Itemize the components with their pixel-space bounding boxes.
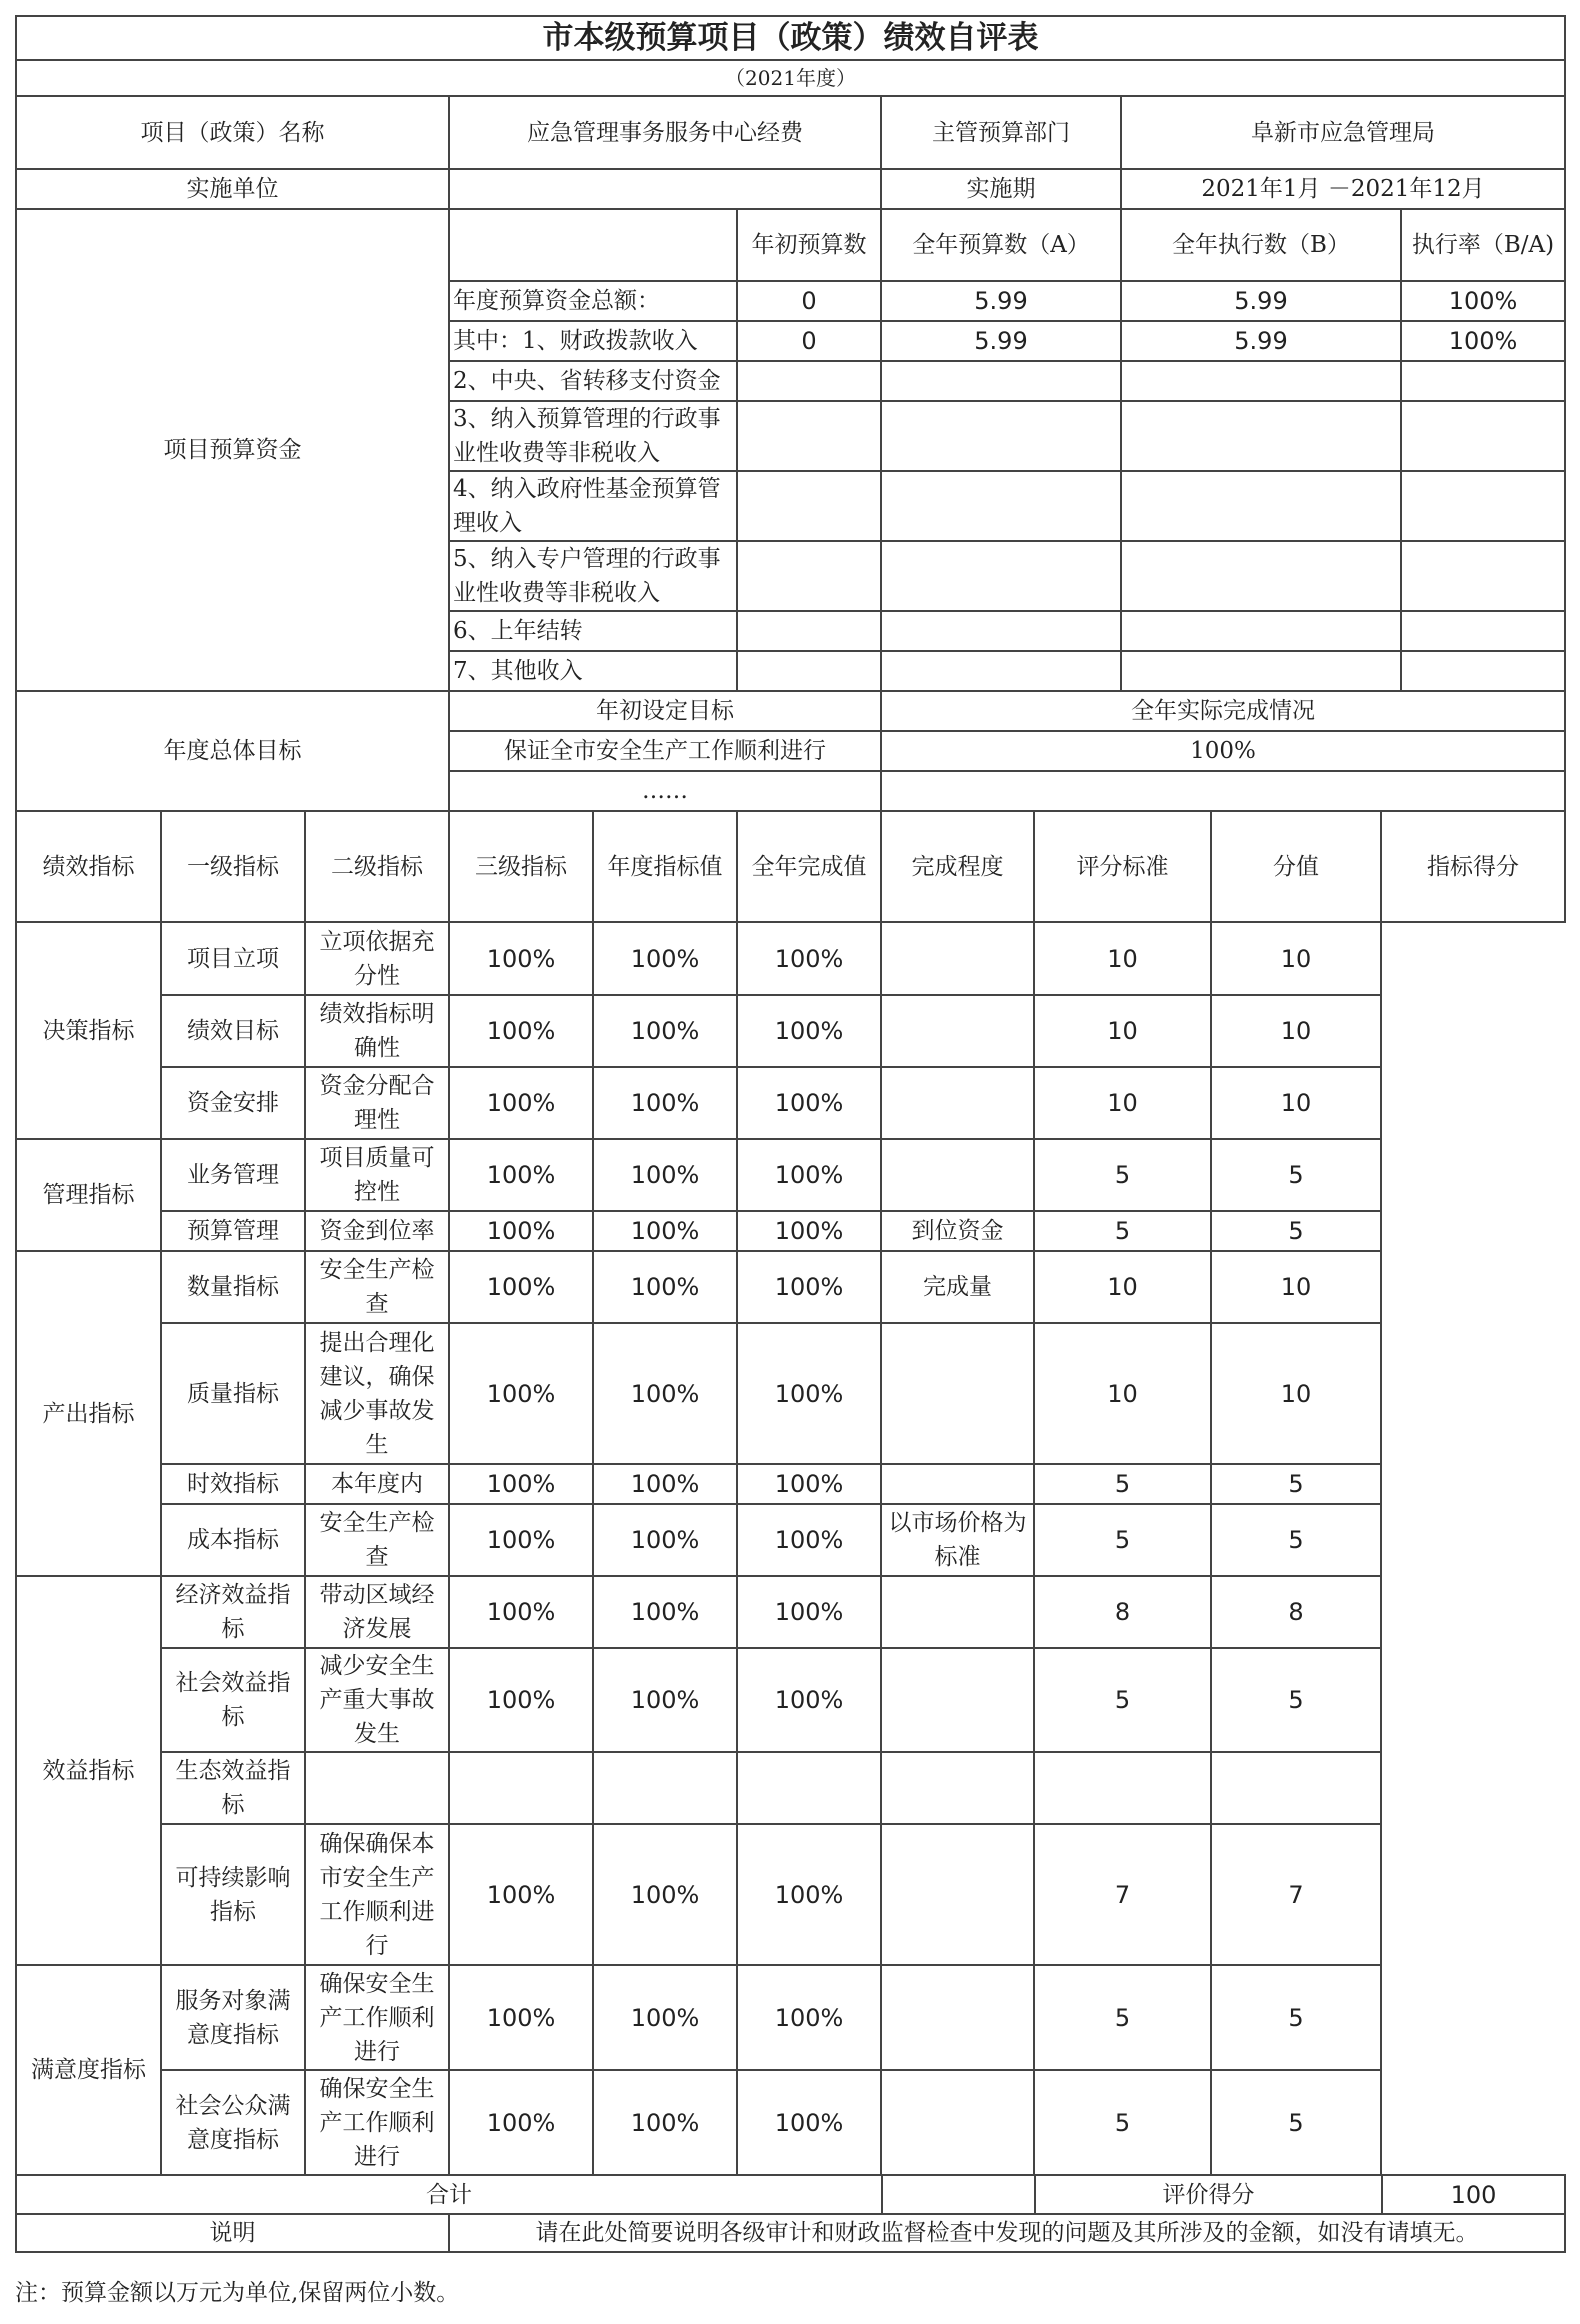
- perf-header-l1: 一级指标: [161, 811, 305, 922]
- budget-row-rate: [1401, 401, 1565, 471]
- perf-l1: 产出指标: [16, 1251, 161, 1576]
- perf-l1: 管理指标: [16, 1139, 161, 1251]
- perf-score: 5: [1034, 1648, 1211, 1752]
- perf-standard: [881, 1067, 1034, 1139]
- perf-l3: 资金分配合理性: [305, 1067, 449, 1139]
- perf-target: 100%: [449, 1251, 593, 1323]
- budget-row-annual: 5.99: [881, 281, 1121, 321]
- budget-row-rate: [1401, 651, 1565, 691]
- perf-score: 5: [1034, 1965, 1211, 2070]
- perf-l3: 项目质量可控性: [305, 1139, 449, 1211]
- budget-row-exec: 5.99: [1121, 321, 1401, 361]
- perf-target: 100%: [449, 922, 593, 995]
- goals-actual-blank: [881, 771, 1565, 811]
- perf-standard: [881, 1824, 1034, 1965]
- budget-row-label: 其中：1、财政拨款收入: [449, 321, 737, 361]
- perf-got: 8: [1211, 1576, 1381, 1648]
- budget-row-annual: [881, 401, 1121, 471]
- perf-score: 7: [1034, 1824, 1211, 1965]
- total-score-label: 评价得分: [1035, 2175, 1382, 2214]
- perf-score: 10: [1034, 922, 1211, 995]
- perf-degree: 100%: [737, 1139, 881, 1211]
- perf-score: 5: [1034, 2070, 1211, 2175]
- perf-standard: [881, 1464, 1034, 1504]
- perf-row: [16, 2070, 1565, 2175]
- perf-header-score: 分值: [1211, 811, 1381, 922]
- dept-label: 主管预算部门: [881, 96, 1121, 169]
- perf-done: 100%: [593, 1211, 737, 1251]
- perf-degree: 100%: [737, 1576, 881, 1648]
- perf-l2: 项目立项: [161, 922, 305, 995]
- perf-got: 10: [1211, 1067, 1381, 1139]
- perf-standard: [881, 995, 1034, 1067]
- perf-degree: 100%: [737, 1504, 881, 1576]
- summary-table: [15, 2174, 1566, 2215]
- perf-done: 100%: [593, 1067, 737, 1139]
- perf-standard: [881, 1323, 1034, 1464]
- perf-got: 7: [1211, 1824, 1381, 1965]
- perf-got: 10: [1211, 995, 1381, 1067]
- perf-l2: 数量指标: [161, 1251, 305, 1323]
- perf-done: 100%: [593, 1824, 737, 1965]
- perf-done: 100%: [593, 1576, 737, 1648]
- perf-l3: 带动区域经济发展: [305, 1576, 449, 1648]
- budget-col-exec: 全年执行数（B）: [1121, 209, 1401, 281]
- perf-degree: 100%: [737, 1965, 881, 2070]
- form-title: 市本级预算项目（政策）绩效自评表: [16, 16, 1565, 60]
- perf-l3: 减少安全生产重大事故发生: [305, 1648, 449, 1752]
- perf-target: 100%: [449, 1576, 593, 1648]
- budget-row-exec: [1121, 611, 1401, 651]
- perf-done: 100%: [593, 1504, 737, 1576]
- budget-row-rate: 100%: [1401, 321, 1565, 361]
- budget-row-exec: [1121, 471, 1401, 541]
- perf-degree: 100%: [737, 1323, 881, 1464]
- budget-row-label: 2、中央、省转移支付资金: [449, 361, 737, 401]
- budget-row-initial: 0: [737, 281, 881, 321]
- perf-row: [16, 1752, 1565, 1824]
- budget-row-label: 3、纳入预算管理的行政事业性收费等非税收入: [449, 401, 737, 471]
- perf-degree: 100%: [737, 922, 881, 995]
- perf-row: [16, 1251, 1565, 1323]
- perf-done: 100%: [593, 1648, 737, 1752]
- perf-row: [16, 1824, 1565, 1965]
- perf-score: 10: [1034, 1323, 1211, 1464]
- project-name-value: 应急管理事务服务中心经费: [449, 96, 881, 169]
- perf-l3: 资金到位率: [305, 1211, 449, 1251]
- perf-target: 100%: [449, 1965, 593, 2070]
- perf-done: 100%: [593, 1965, 737, 2070]
- perf-degree: 100%: [737, 1067, 881, 1139]
- perf-row: [16, 1464, 1565, 1504]
- perf-degree: 100%: [737, 2070, 881, 2175]
- perf-score: 5: [1034, 1211, 1211, 1251]
- perf-target: 100%: [449, 1504, 593, 1576]
- perf-got: 5: [1211, 1211, 1381, 1251]
- perf-l2: 绩效目标: [161, 995, 305, 1067]
- perf-l2: 可持续影响指标: [161, 1824, 305, 1965]
- perf-got: 5: [1211, 1504, 1381, 1576]
- perf-header-done: 全年完成值: [737, 811, 881, 922]
- budget-row-label: 年度预算资金总额：: [449, 281, 737, 321]
- perf-score: [1034, 1752, 1211, 1824]
- perf-done: 100%: [593, 1464, 737, 1504]
- perf-got: 5: [1211, 1464, 1381, 1504]
- budget-row-annual: [881, 651, 1121, 691]
- perf-score: 5: [1034, 1139, 1211, 1211]
- perf-got: 10: [1211, 1323, 1381, 1464]
- perf-standard: [881, 1965, 1034, 2070]
- budget-row-exec: [1121, 541, 1401, 611]
- perf-standard: [881, 1648, 1034, 1752]
- perf-l2: 生态效益指标: [161, 1752, 305, 1824]
- evaluation-form: [15, 15, 1564, 2271]
- perf-row: [16, 1965, 1565, 2070]
- perf-got: [1211, 1752, 1381, 1824]
- budget-section-label: 项目预算资金: [16, 209, 449, 691]
- perf-row: [16, 1139, 1565, 1211]
- perf-done: 100%: [593, 1251, 737, 1323]
- budget-row-exec: [1121, 361, 1401, 401]
- perf-standard: [881, 2070, 1034, 2175]
- perf-done: 100%: [593, 922, 737, 995]
- perf-score: 5: [1034, 1464, 1211, 1504]
- budget-row-annual: 5.99: [881, 321, 1121, 361]
- budget-row-label: 7、其他收入: [449, 651, 737, 691]
- project-name-label: 项目（政策）名称: [16, 96, 449, 169]
- perf-done: [593, 1752, 737, 1824]
- perf-l3: [305, 1752, 449, 1824]
- total-score-value: 100: [1382, 2175, 1565, 2214]
- perf-header-l3: 三级指标: [449, 811, 593, 922]
- perf-degree: [737, 1752, 881, 1824]
- perf-header-got: 指标得分: [1381, 811, 1565, 922]
- perf-got: 10: [1211, 922, 1381, 995]
- budget-row-rate: [1401, 471, 1565, 541]
- perf-section-label: 绩效指标: [16, 811, 161, 922]
- budget-row-exec: [1121, 401, 1401, 471]
- budget-row-initial: [737, 471, 881, 541]
- perf-l3: 立项依据充分性: [305, 922, 449, 995]
- perf-got: 5: [1211, 2070, 1381, 2175]
- perf-score: 10: [1034, 1067, 1211, 1139]
- perf-got: 5: [1211, 1648, 1381, 1752]
- goals-col-target: 年初设定目标: [449, 691, 881, 731]
- goals-section-label: 年度总体目标: [16, 691, 449, 811]
- form-year: （2021年度）: [16, 60, 1565, 96]
- budget-header-blank: [449, 209, 737, 281]
- perf-l3: 安全生产检查: [305, 1251, 449, 1323]
- perf-l3: 本年度内: [305, 1464, 449, 1504]
- perf-degree: 100%: [737, 1211, 881, 1251]
- perf-got: 10: [1211, 1251, 1381, 1323]
- perf-l3: 确保确保本市安全生产工作顺利进行: [305, 1824, 449, 1965]
- perf-done: 100%: [593, 1323, 737, 1464]
- impl-unit-label: 实施单位: [16, 169, 449, 209]
- budget-row-rate: [1401, 361, 1565, 401]
- budget-row-rate: [1401, 611, 1565, 651]
- perf-l3: 提出合理化建议，确保减少事故发生: [305, 1323, 449, 1464]
- perf-standard: [881, 1752, 1034, 1824]
- perf-degree: 100%: [737, 1824, 881, 1965]
- perf-standard: 到位资金: [881, 1211, 1034, 1251]
- budget-row-initial: [737, 401, 881, 471]
- remark-text: 请在此处简要说明各级审计和财政监督检查中发现的问题及其所涉及的金额，如没有请填无。: [449, 2214, 1565, 2252]
- budget-row-annual: [881, 611, 1121, 651]
- perf-done: 100%: [593, 1139, 737, 1211]
- impl-unit-value: [449, 169, 881, 209]
- perf-l2: 社会公众满意度指标: [161, 2070, 305, 2175]
- perf-target: 100%: [449, 1067, 593, 1139]
- perf-row: [16, 922, 1565, 995]
- perf-score: 8: [1034, 1576, 1211, 1648]
- perf-l2: 时效指标: [161, 1464, 305, 1504]
- budget-row-initial: [737, 361, 881, 401]
- header-table: [15, 15, 1566, 812]
- perf-l2: 质量指标: [161, 1323, 305, 1464]
- perf-l2: 服务对象满意度指标: [161, 1965, 305, 2070]
- budget-row-annual: [881, 471, 1121, 541]
- budget-col-rate: 执行率（B/A): [1401, 209, 1565, 281]
- budget-row-exec: 5.99: [1121, 281, 1401, 321]
- perf-l2: 预算管理: [161, 1211, 305, 1251]
- perf-degree: 100%: [737, 1464, 881, 1504]
- perf-l2: 经济效益指标: [161, 1576, 305, 1648]
- footnote: 注：预算金额以万元为单位,保留两位小数。: [15, 2280, 460, 2306]
- perf-row: [16, 1323, 1565, 1464]
- perf-target: 100%: [449, 1464, 593, 1504]
- budget-row-rate: 100%: [1401, 281, 1565, 321]
- perf-standard: [881, 1139, 1034, 1211]
- perf-target: 100%: [449, 1323, 593, 1464]
- perf-l1: 决策指标: [16, 922, 161, 1139]
- budget-row-initial: [737, 541, 881, 611]
- perf-target: 100%: [449, 1648, 593, 1752]
- goals-ellipsis: ……: [449, 771, 881, 811]
- budget-row-initial: 0: [737, 321, 881, 361]
- perf-row: [16, 1504, 1565, 1576]
- budget-row-initial: [737, 651, 881, 691]
- perf-l3: 绩效指标明确性: [305, 995, 449, 1067]
- perf-got: 5: [1211, 1965, 1381, 2070]
- period-label: 实施期: [881, 169, 1121, 209]
- perf-score: 10: [1034, 995, 1211, 1067]
- perf-row: [16, 1211, 1565, 1251]
- perf-standard: [881, 1576, 1034, 1648]
- budget-row-rate: [1401, 541, 1565, 611]
- perf-target: 100%: [449, 2070, 593, 2175]
- perf-done: 100%: [593, 2070, 737, 2175]
- perf-l2: 社会效益指标: [161, 1648, 305, 1752]
- perf-target: 100%: [449, 1211, 593, 1251]
- perf-row: [16, 1648, 1565, 1752]
- budget-row-label: 5、纳入专户管理的行政事业性收费等非税收入: [449, 541, 737, 611]
- total-label: 合计: [16, 2175, 882, 2214]
- goals-actual-value: 100%: [881, 731, 1565, 771]
- perf-score: 10: [1034, 1251, 1211, 1323]
- perf-header-standard: 评分标准: [1034, 811, 1211, 922]
- budget-col-initial: 年初预算数: [737, 209, 881, 281]
- remark-table: [15, 2213, 1566, 2253]
- perf-header-target: 年度指标值: [593, 811, 737, 922]
- perf-l1: 满意度指标: [16, 1965, 161, 2175]
- perf-standard: 以市场价格为标准: [881, 1504, 1034, 1576]
- perf-row: [16, 1576, 1565, 1648]
- perf-done: 100%: [593, 995, 737, 1067]
- perf-standard: [881, 922, 1034, 995]
- budget-row-exec: [1121, 651, 1401, 691]
- budget-row-annual: [881, 361, 1121, 401]
- perf-got: 5: [1211, 1139, 1381, 1211]
- goals-target-value: 保证全市安全生产工作顺利进行: [449, 731, 881, 771]
- perf-l2: 资金安排: [161, 1067, 305, 1139]
- perf-l3: 确保安全生产工作顺利进行: [305, 2070, 449, 2175]
- perf-target: [449, 1752, 593, 1824]
- perf-target: 100%: [449, 1139, 593, 1211]
- budget-col-annual: 全年预算数（A）: [881, 209, 1121, 281]
- goals-col-actual: 全年实际完成情况: [881, 691, 1565, 731]
- perf-target: 100%: [449, 1824, 593, 1965]
- perf-degree: 100%: [737, 995, 881, 1067]
- perf-l2: 业务管理: [161, 1139, 305, 1211]
- perf-header-l2: 二级指标: [305, 811, 449, 922]
- perf-header-degree: 完成程度: [881, 811, 1034, 922]
- perf-table: [15, 810, 1566, 2176]
- budget-row-label: 6、上年结转: [449, 611, 737, 651]
- perf-score: 5: [1034, 1504, 1211, 1576]
- budget-row-label: 4、纳入政府性基金预算管理收入: [449, 471, 737, 541]
- total-blank: [882, 2175, 1035, 2214]
- perf-l2: 成本指标: [161, 1504, 305, 1576]
- perf-target: 100%: [449, 995, 593, 1067]
- remark-label: 说明: [16, 2214, 449, 2252]
- perf-degree: 100%: [737, 1648, 881, 1752]
- budget-row-annual: [881, 541, 1121, 611]
- budget-row-initial: [737, 611, 881, 651]
- period-value: 2021年1月 －2021年12月: [1121, 169, 1565, 209]
- dept-value: 阜新市应急管理局: [1121, 96, 1565, 169]
- perf-l3: 安全生产检查: [305, 1504, 449, 1576]
- perf-l3: 确保安全生产工作顺利进行: [305, 1965, 449, 2070]
- perf-l1: 效益指标: [16, 1576, 161, 1965]
- perf-standard: 完成量: [881, 1251, 1034, 1323]
- perf-degree: 100%: [737, 1251, 881, 1323]
- perf-row: [16, 995, 1565, 1067]
- perf-row: [16, 1067, 1565, 1139]
